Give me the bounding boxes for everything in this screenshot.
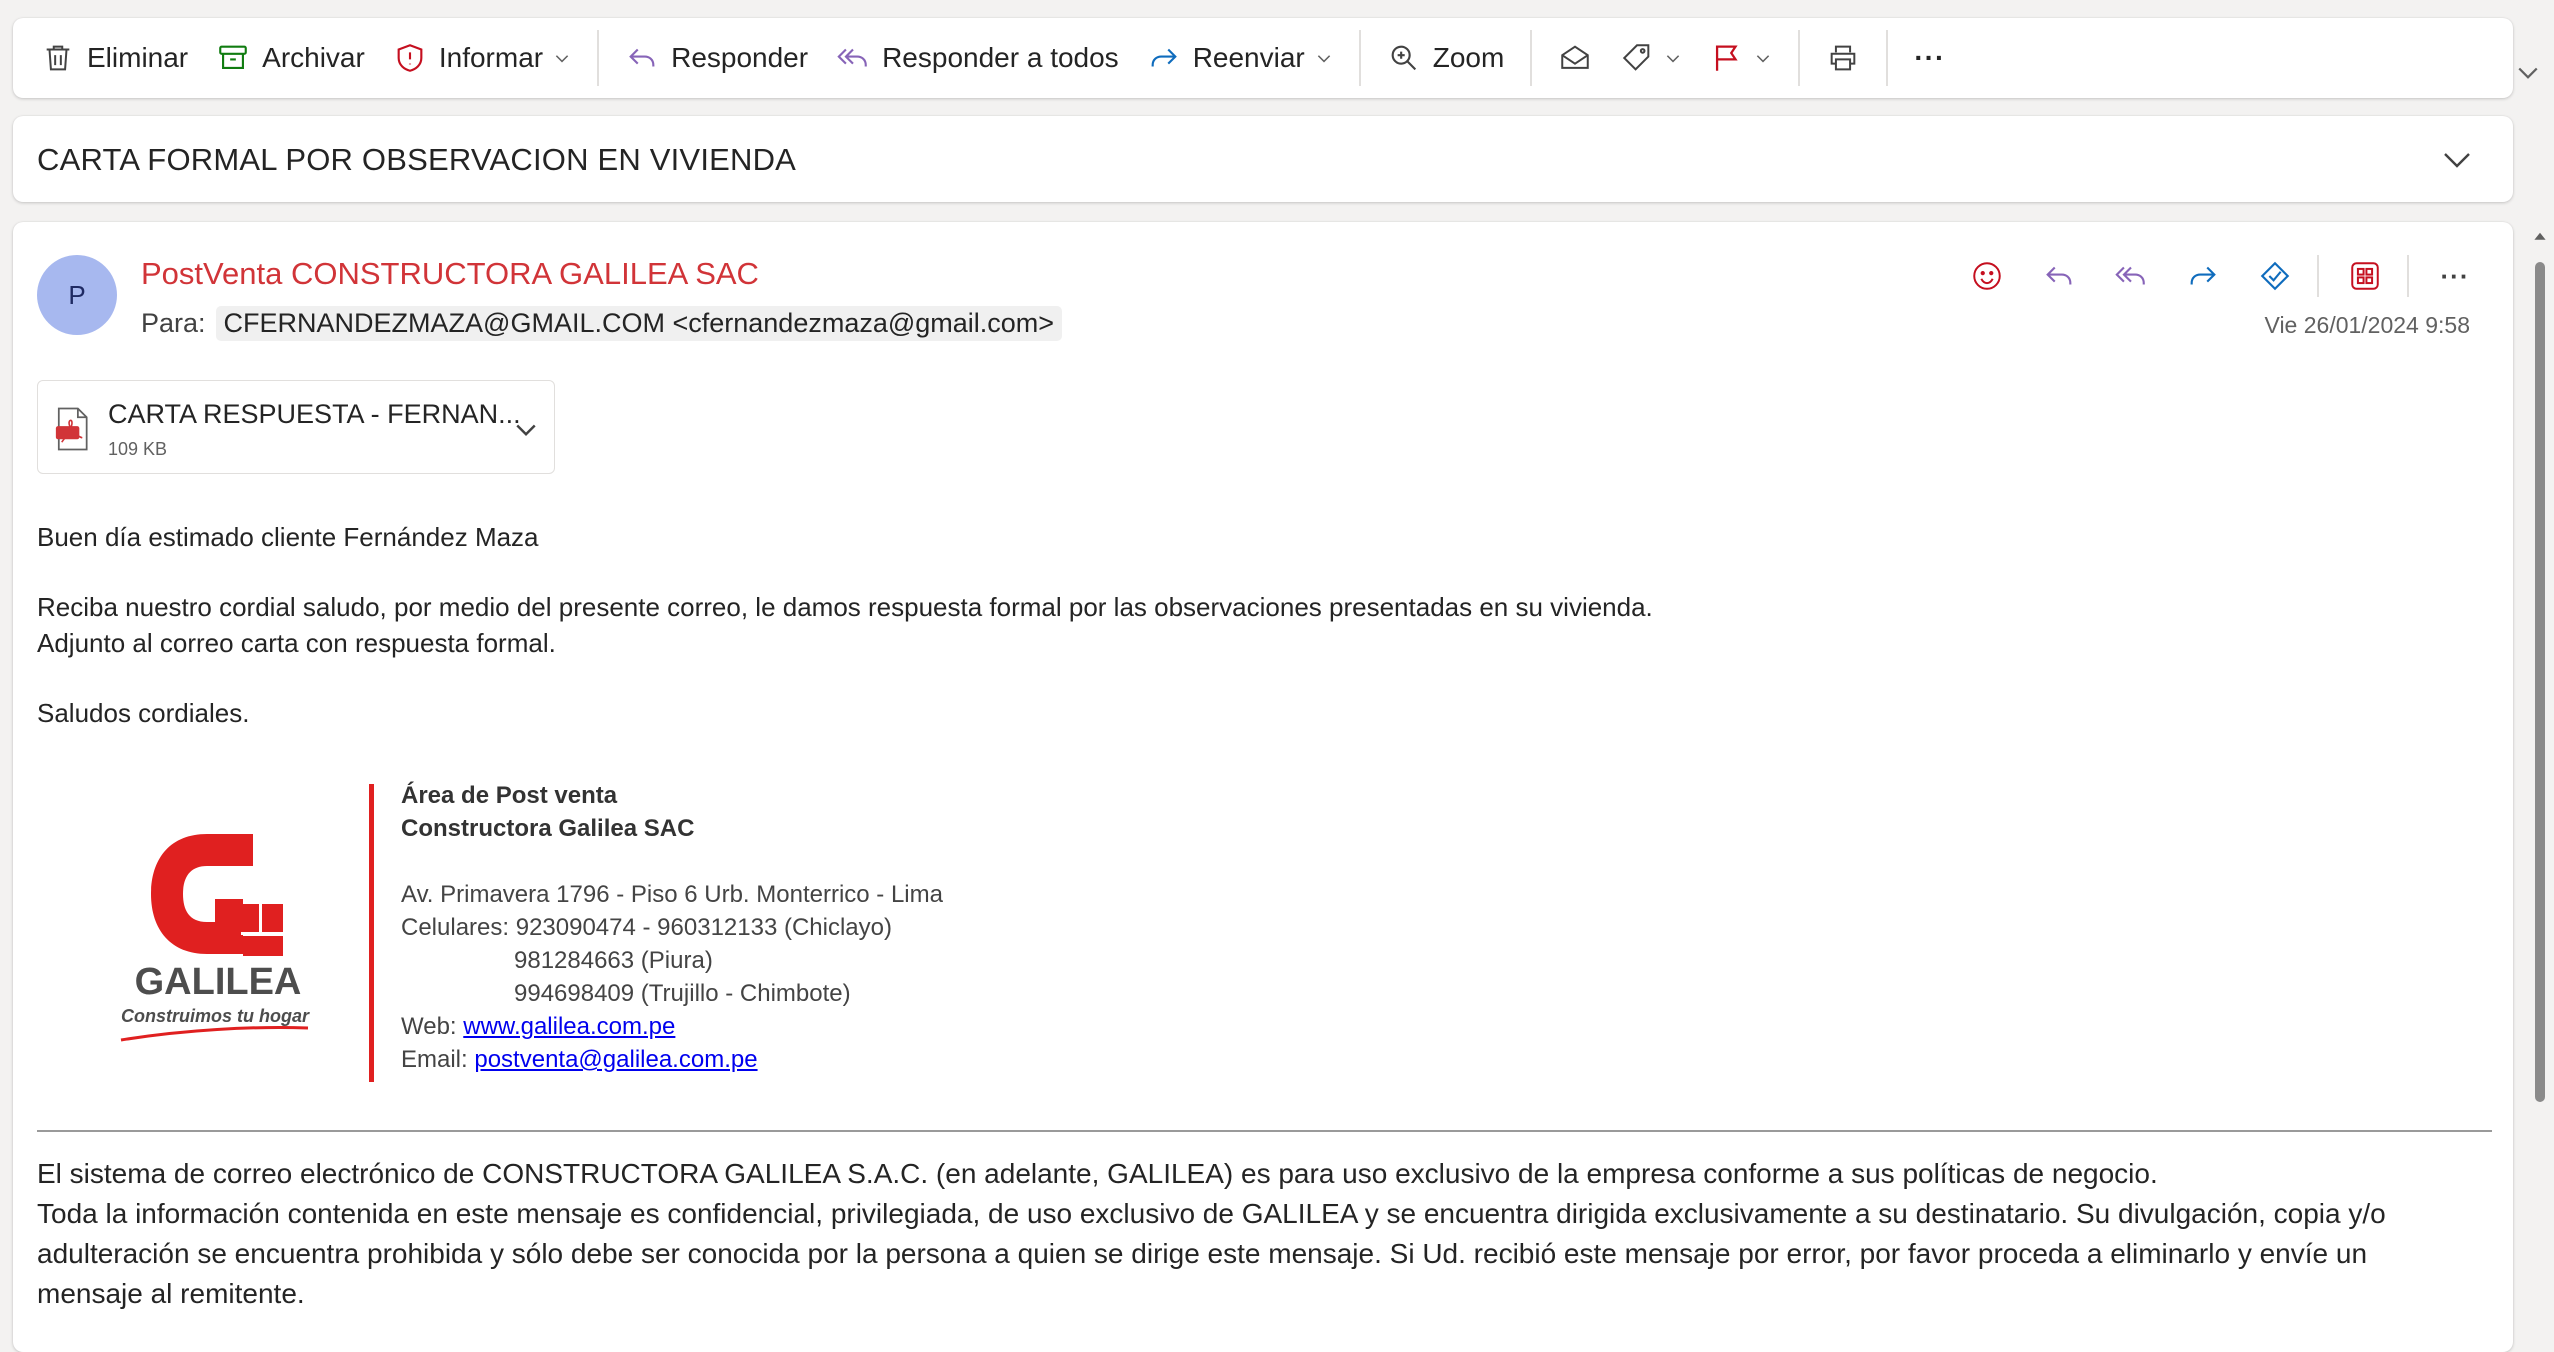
message-date: Vie 26/01/2024 9:58 (2264, 312, 2470, 338)
archive-button[interactable] (202, 30, 379, 86)
signature-company: Constructora Galilea SAC (401, 815, 695, 842)
disclaimer-divider (37, 1130, 2492, 1132)
message-more-button[interactable] (2429, 250, 2481, 302)
archive-icon (216, 41, 250, 75)
toolbar-divider (597, 30, 599, 86)
delete-label: Eliminar (87, 42, 189, 73)
body-paragraph: Adjunto al correo carta con respuesta formal. (37, 628, 556, 658)
avatar[interactable]: P (37, 255, 117, 335)
apps-button[interactable] (2339, 250, 2391, 302)
more-actions-icon: ··· (1914, 42, 1946, 73)
email-label: Email: (401, 1046, 468, 1073)
categorize-button[interactable] (1606, 30, 1696, 86)
pdf-file-icon (54, 407, 90, 451)
signature-department: Área de Post venta (401, 782, 618, 809)
toolbar-divider (1798, 30, 1800, 86)
actions-divider (2317, 255, 2319, 297)
web-label: Web: (401, 1013, 457, 1040)
signature-email (401, 1046, 758, 1074)
reply-button[interactable] (2033, 250, 2085, 302)
body-greeting: Buen día estimado cliente Fernández Maza (37, 522, 539, 552)
actions-divider (2407, 255, 2409, 297)
recipients-line (141, 306, 1062, 341)
scroll-up-arrow-icon[interactable] (2533, 230, 2547, 244)
forward-button[interactable] (2177, 250, 2229, 302)
forward-label: Reenviar (1192, 42, 1305, 73)
reaction-button[interactable] (1961, 250, 2013, 302)
reply-all-label: Responder a todos (882, 42, 1119, 73)
message-actions (1941, 250, 2481, 302)
reply-button[interactable] (611, 30, 822, 86)
chevron-down-icon[interactable] (2514, 58, 2542, 86)
reply-icon (625, 41, 659, 75)
body-paragraph: Reciba nuestro cordial saludo, por medio del presente correo, le damos respuesta formal por las observaciones presentadas en su vivienda. (37, 592, 1653, 622)
attachment-name: CARTA RESPUESTA - FERNAN... (108, 399, 521, 429)
to-label: Para: (141, 308, 206, 338)
phones-label: Celulares: (401, 914, 510, 941)
chevron-down-icon[interactable] (1754, 49, 1772, 67)
chevron-down-icon[interactable] (1315, 49, 1333, 67)
signature-divider (369, 784, 374, 1082)
toolbar-divider (1530, 30, 1532, 86)
zoom-in-icon (1387, 41, 1421, 75)
message-view (13, 222, 2513, 1352)
report-label: Informar (438, 42, 544, 73)
chevron-down-icon[interactable] (553, 49, 571, 67)
signature-phones (401, 914, 892, 942)
chevron-down-icon[interactable] (512, 415, 540, 443)
more-actions-button[interactable] (1900, 30, 1959, 86)
more-icon: ··· (2440, 260, 2470, 291)
sender-name[interactable]: PostVenta CONSTRUCTORA GALILEA SAC (141, 256, 759, 291)
reply-all-icon (2114, 259, 2148, 293)
phone-number: 981284663 (Piura) (514, 947, 713, 974)
attachment-card[interactable] (37, 380, 555, 474)
archive-label: Archivar (262, 42, 365, 73)
phone-number: 994698409 (Trujillo - Chimbote) (514, 980, 851, 1007)
galilea-logo (103, 804, 333, 1054)
email-link[interactable]: postventa@galilea.com.pe (474, 1046, 758, 1073)
toolbar-divider (1359, 30, 1361, 86)
command-toolbar (13, 18, 2513, 98)
zoom-label: Zoom (1432, 42, 1505, 73)
body-closing: Saludos cordiales. (37, 698, 250, 728)
legal-disclaimer (37, 1154, 2477, 1314)
envelope-open-icon (1558, 41, 1592, 75)
website-link[interactable]: www.galilea.com.pe (463, 1013, 676, 1040)
chevron-down-icon[interactable] (1664, 49, 1682, 67)
signature-address: Av. Primavera 1796 - Piso 6 Urb. Monterrico - Lima (401, 881, 943, 908)
disclaimer-paragraph: El sistema de correo electrónico de CONSTRUCTORA GALILEA S.A.C. (en adelante, GALILEA) es para uso exclusivo de la empresa conforme a sus políticas de negocio. (37, 1158, 2158, 1189)
mark-read-button[interactable] (1544, 30, 1606, 86)
chevron-down-icon[interactable] (2441, 144, 2473, 176)
logo-wordmark: GALILEA (134, 961, 302, 1003)
reply-icon (2042, 259, 2076, 293)
tag-icon (1620, 41, 1654, 75)
forward-button[interactable] (1133, 30, 1347, 86)
phone-number: 923090474 - 960312133 (Chiclayo) (515, 914, 892, 941)
forward-icon (1147, 41, 1181, 75)
reply-all-icon (836, 41, 870, 75)
apps-grid-icon (2348, 259, 2382, 293)
shield-alert-icon (393, 41, 427, 75)
printer-icon (1826, 41, 1860, 75)
forward-icon (2186, 259, 2220, 293)
flag-button[interactable] (1696, 30, 1786, 86)
subject-header (13, 116, 2513, 202)
signature-web (401, 1013, 675, 1041)
delete-button[interactable] (27, 30, 202, 86)
scrollbar-thumb[interactable] (2535, 262, 2545, 1102)
report-button[interactable] (379, 30, 585, 86)
message-subject: CARTA FORMAL POR OBSERVACION EN VIVIENDA (37, 142, 797, 177)
flag-icon (1710, 41, 1744, 75)
toolbar-divider (1886, 30, 1888, 86)
logo-tagline: Construimos tu hogar (121, 1006, 309, 1026)
loop-icon (2258, 259, 2292, 293)
loop-component-button[interactable] (2249, 250, 2301, 302)
trash-icon (41, 41, 75, 75)
reply-label: Responder (671, 42, 809, 73)
attachment-size: 109 KB (108, 439, 168, 459)
zoom-button[interactable] (1373, 30, 1519, 86)
reply-all-button[interactable] (822, 30, 1133, 86)
print-button[interactable] (1812, 30, 1874, 86)
disclaimer-paragraph: Toda la información contenida en este mensaje es confidencial, privilegiada, de uso exclusivo de GALILEA y se encuentra dirigida exclusivamente a su destinatario. Su divulgación, copia y/o adulteración se encuentra prohibida y sólo debe ser conocida por la persona a quien se dirige este mensaje. Si Ud. recibió este mensaje por error, por favor proceda a eliminarlo y envíe un mensaje al remitente. (37, 1198, 2386, 1309)
recipient-chip[interactable]: CFERNANDEZMAZA@GMAIL.COM <cfernandezmaza@gmail.com> (216, 306, 1063, 341)
smiley-icon (1970, 259, 2004, 293)
reply-all-button[interactable] (2105, 250, 2157, 302)
